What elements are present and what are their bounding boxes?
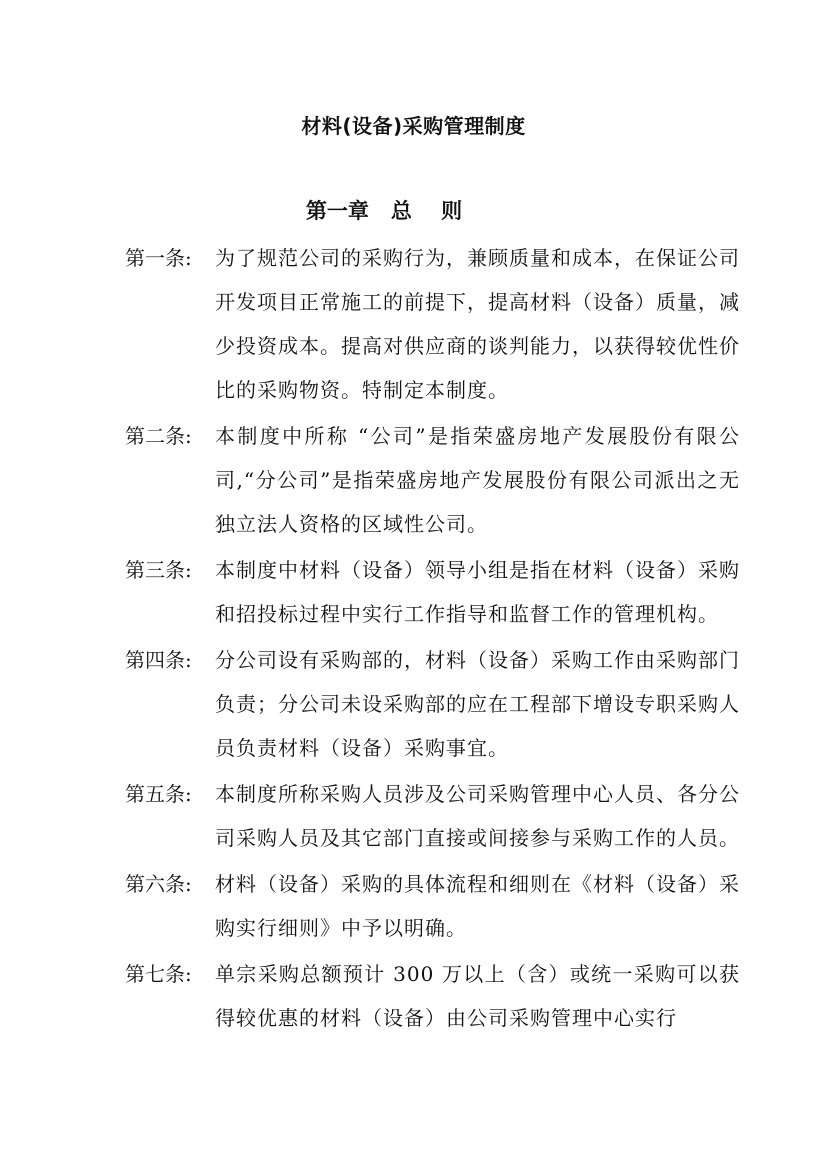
- document-title: 材料(设备)采购管理制度: [301, 114, 526, 138]
- article-7: [125, 952, 740, 1040]
- article-text: 分公司设有采购部的，材料（设备）采购工作由采购部门负责；分公司未设采购部的应在工程部下增设专职采购人员负责材料（设备）采购事宜。: [215, 648, 740, 760]
- article-text: 本制度所称采购人员涉及公司采购管理中心人员、各分公司采购人员及其它部门直接或间接参与采购工作的人员。: [215, 782, 740, 850]
- article-text: 本制度中所称 “公司”是指荣盛房地产发展股份有限公司,“分公司”是指荣盛房地产发展股份有限公司派出之无独立法人资格的区域性公司。: [215, 424, 740, 536]
- article-list: [125, 236, 740, 1042]
- chapter-heading: 第一章 总 则: [305, 199, 463, 223]
- article-5: [125, 772, 740, 860]
- article-3: [125, 548, 740, 636]
- article-label: 第四条:: [125, 648, 192, 672]
- article-label: 第六条:: [125, 872, 192, 896]
- article-text: 单宗采购总额预计 300 万以上（含）或统一采购可以获得较优惠的材料（设备）由公司采购管理中心实行: [215, 962, 740, 1030]
- article-6: [125, 862, 740, 950]
- article-2: [125, 414, 740, 546]
- article-label: 第五条:: [125, 782, 192, 806]
- article-label: 第二条:: [125, 424, 192, 448]
- article-4: [125, 638, 740, 770]
- article-text: 材料（设备）采购的具体流程和细则在《材料（设备）采购实行细则》中予以明确。: [215, 872, 740, 940]
- article-label: 第一条:: [125, 246, 192, 270]
- article-1: [125, 236, 740, 412]
- article-text: 本制度中材料（设备）领导小组是指在材料（设备）采购和招投标过程中实行工作指导和监督工作的管理机构。: [215, 558, 740, 626]
- article-label: 第三条:: [125, 558, 192, 582]
- article-text: 为了规范公司的采购行为，兼顾质量和成本，在保证公司开发项目正常施工的前提下，提高材料（设备）质量，减少投资成本。提高对供应商的谈判能力，以获得较优性价比的采购物资。特制定本制度。: [215, 246, 740, 402]
- article-label: 第七条:: [125, 962, 192, 986]
